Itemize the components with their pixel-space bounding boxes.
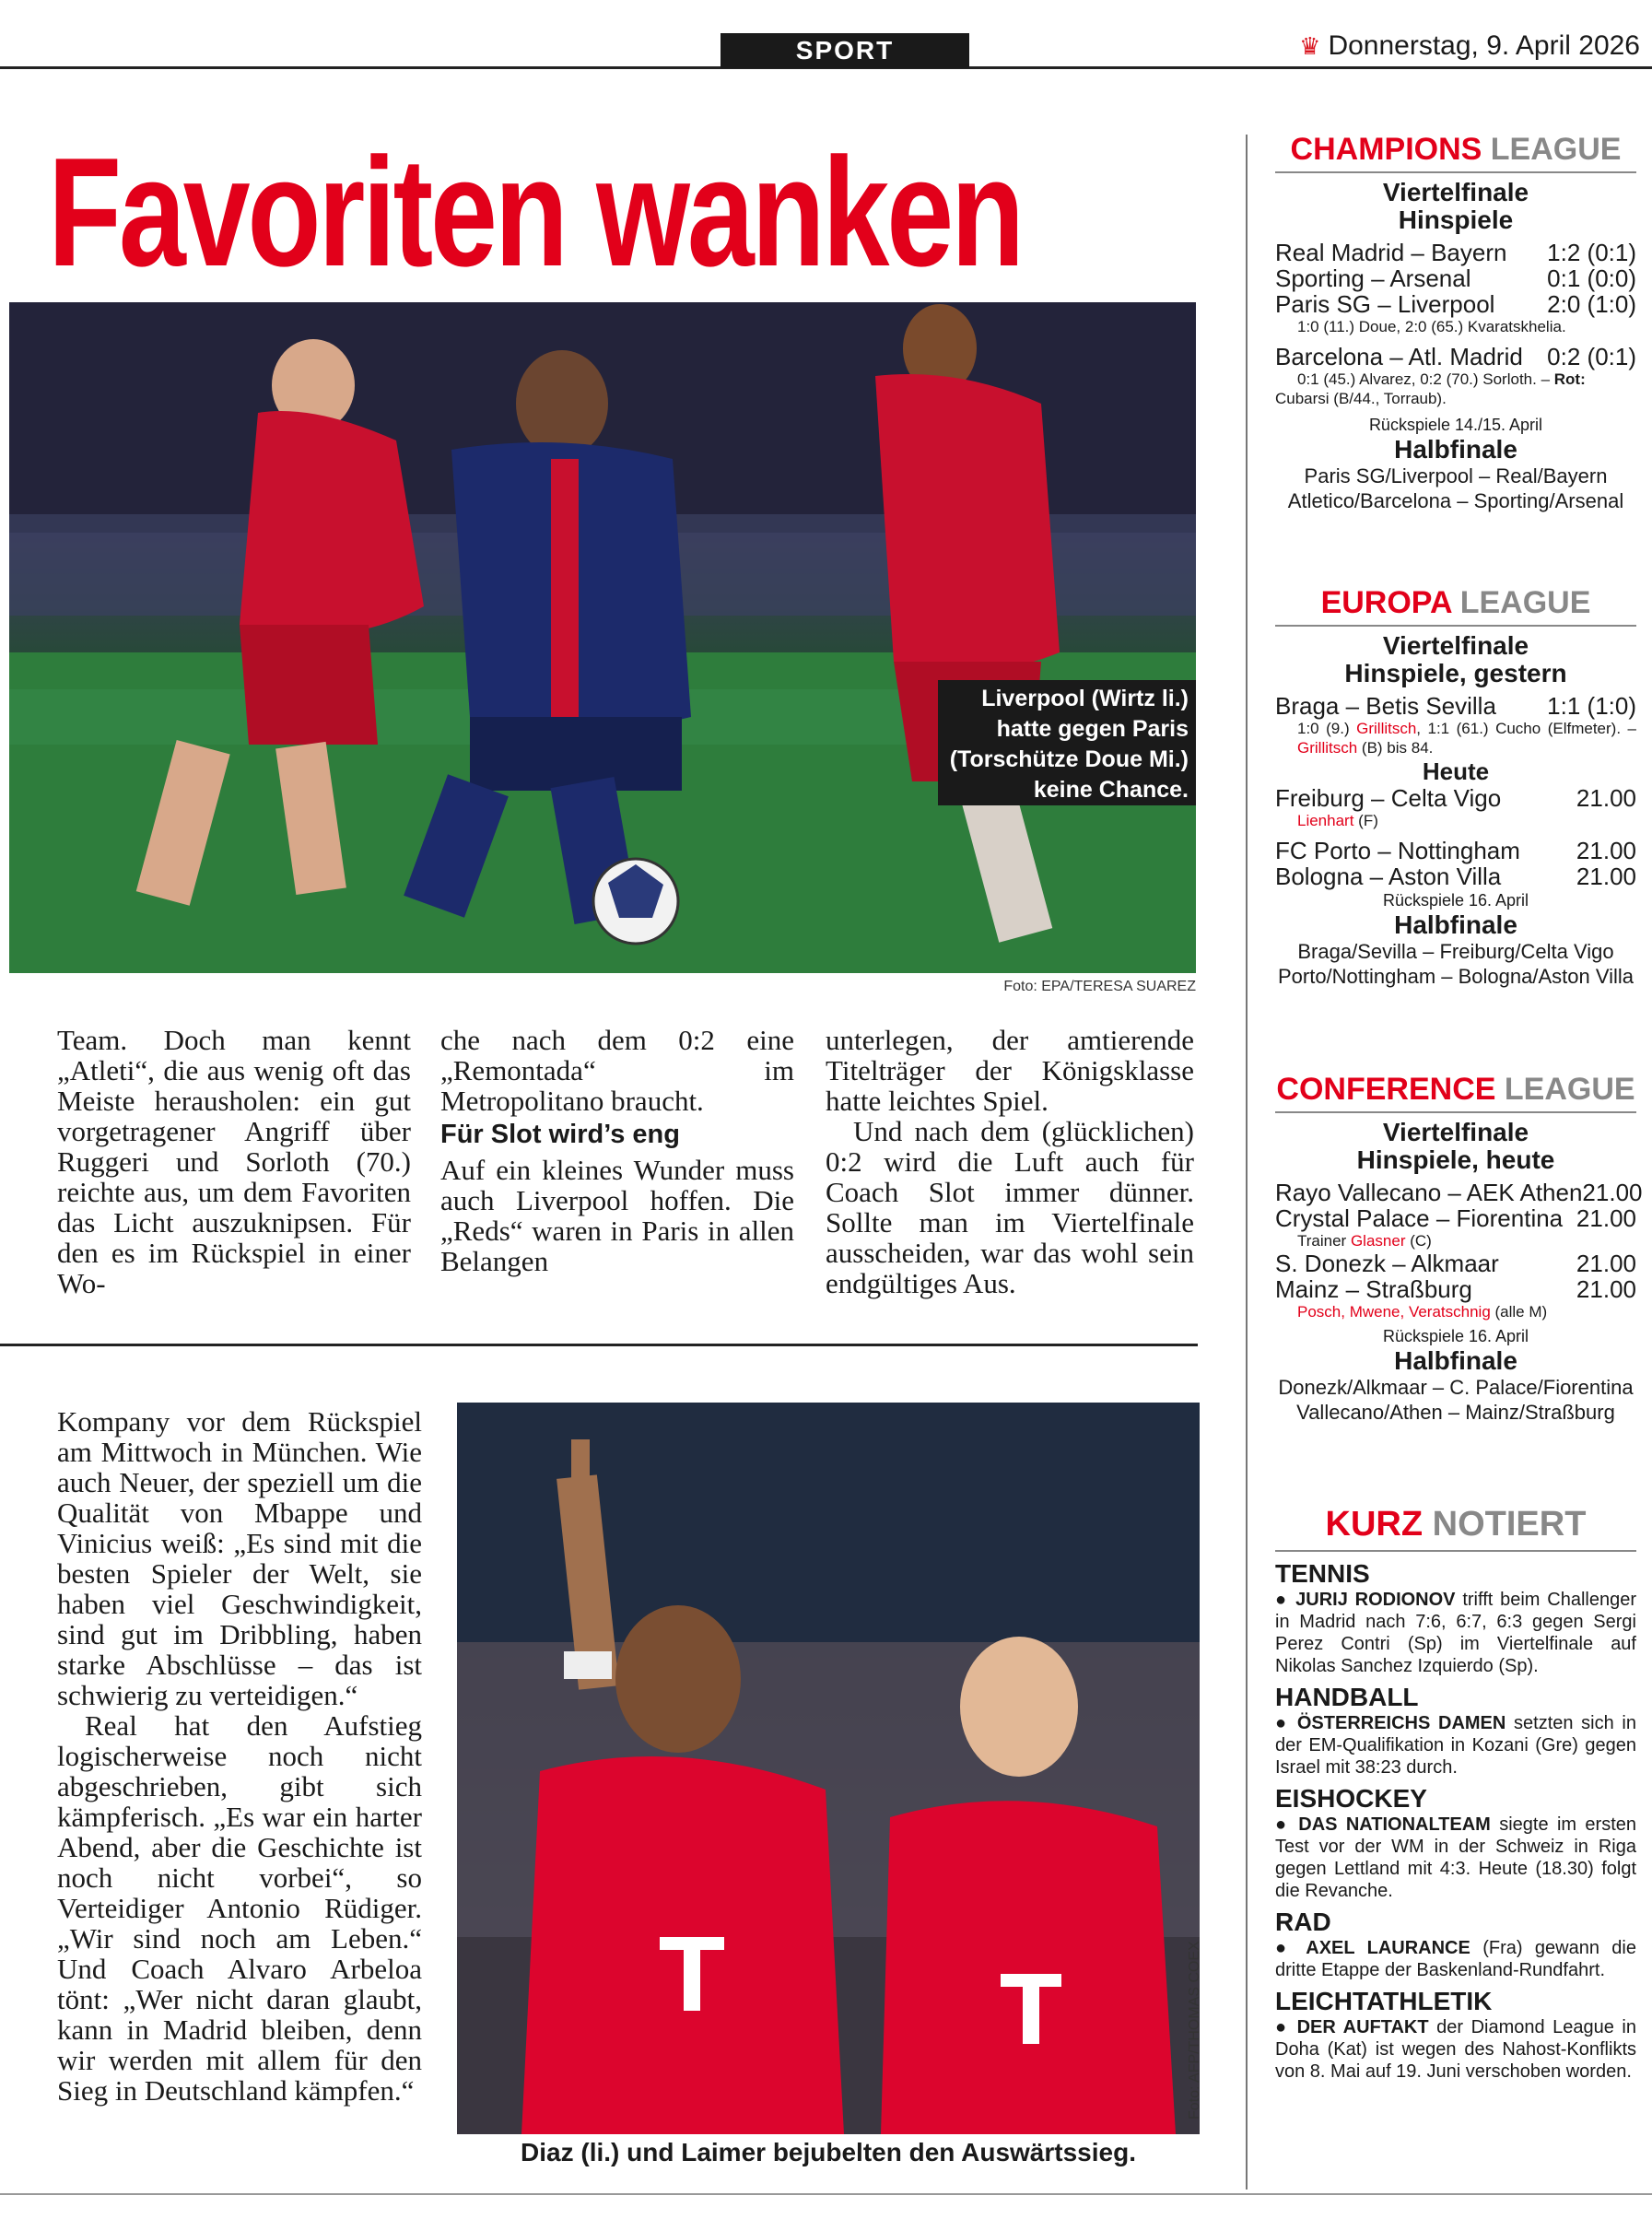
semi-pairing: Donezk/Alkmaar – C. Palace/Fiorentina [1278,1376,1634,1399]
return-dates: Rückspiele 16. April [1382,1327,1529,1345]
europa-league-box [1275,582,1636,989]
sidebar-divider [1246,135,1248,2190]
article-col-3 [826,1025,1194,1298]
bullet-icon: ● [1275,1590,1289,1610]
semi-heading: Halbfinale [1394,910,1517,939]
fixture-row: FC Porto – Nottingham 21.00 [1275,837,1636,864]
scorer-note: Cubarsi (B/44., Torraub). [1275,390,1447,407]
article-paragraph: Team. Doch man kennt „Atleti“, die aus wenig oft das Meiste herausholen: ein gut vorgetragener Angriff über Ruggeri und Sorloth (70.) reichte aus, um dem Favoriten das Licht auszuknipsen. Für den es im Rückspiel in einer Wo- [57,1024,411,1299]
result-row: Paris SG – Liverpool 2:0 (1:0) [1275,290,1636,318]
cl-leg: Hinspiele [1398,205,1514,234]
semi-pairing: Paris SG/Liverpool – Real/Bayern [1304,464,1608,487]
return-dates: Rückspiele 16. April [1382,891,1529,910]
sport-heading: HANDBALL [1275,1683,1419,1711]
cl-heading: CHAMPIONS LEAGUE [1275,129,1636,173]
el-leg: Hinspiele, gestern [1344,659,1567,687]
ecl-leg: Hinspiele, heute [1356,1145,1555,1174]
el-round: Viertelfinale [1382,631,1529,660]
article-paragraph: Und nach dem (glücklichen) 0:2 wird die Luft auch für Coach Slot immer dünner. Sollte man im Viertelfinale ausscheiden, war das wohl sein endgültiges Aus. [826,1115,1194,1299]
scorer-note: 1:0 (11.) Doue, 2:0 (65.) Kvaratskhelia. [1297,318,1566,335]
player-note: Posch, Mwene, Veratschnig (alle M) [1297,1303,1548,1321]
player-note: Lienhart (F) [1297,812,1378,829]
news-item: ● DER AUFTAKT der Diamond League in Doha (Kat) ist wegen des Nahost-Konflikts von 8. Mai auf 19. Juni verschoben worden. [1275,2017,1636,2082]
sport-heading: TENNIS [1275,1559,1370,1588]
article-paragraph: Real hat den Aufstieg logischerweise noch nicht abgeschrieben, gibt sich kämpferisch. „Es war ein harter Abend, aber die Geschichte ist noch nicht vorbei“, so Verteidiger Antonio Rüdiger. „Wir sind noch am Leben.“ Und Coach Alvaro Arbeloa tönt: „Wer nicht daran glaubt, kann in Madrid bleiben, denn wir werden mit allem für den Sieg in Deutschland kämpfen.“ [57,1709,422,2107]
bullet-icon: ● [1275,2017,1290,2037]
news-item: ● AXEL LAURANCE (Fra) gewann die dritte Etappe der Baskenland-Rundfahrt. [1275,1938,1636,1980]
sport-heading: RAD [1275,1908,1331,1936]
photo1-credit: Foto: EPA/TERESA SUAREZ [1003,979,1196,994]
article-divider [0,1344,1198,1346]
crown-icon: ♛ [1299,32,1321,60]
news-item: ● ÖSTERREICHS DAMEN setzten sich in der EM-Qualifikation in Kozani (Gre) gegen Israel mit 38:23 durch. [1275,1713,1636,1778]
news-item: ● DAS NATIONALTEAM siegte im ersten Test vor der WM in der Schweiz in Riga gegen Lettland mit 4:3. Heute (18.30) folgt die Revanche. [1275,1814,1636,1901]
article-paragraph: unterlegen, der amtierende Titelträger der Königsklasse hatte leichtes Spiel. [826,1024,1194,1117]
article-col-4 [57,1406,422,2106]
fixture-row: Crystal Palace – Fiorentina 21.00 [1275,1204,1636,1232]
bullet-icon: ● [1275,1938,1294,1958]
match-photo-bayern-celebration [457,1403,1200,2134]
fixture-row: Rayo Vallecano – AEK Athen 21.00 [1275,1179,1643,1206]
champions-league-box [1275,129,1636,513]
article-paragraph: Kompany vor dem Rückspiel am Mittwoch in München. Wie auch Neuer, der speziell um die Qualität von Mbappe und Vinicius weiß: „Es sind mit die besten Spieler der Welt, sie haben viel Geschwindigkeit, sind gut im Dribbling, haben starke Abschlüsse – das ist schwierig zu verteidigen.“ [57,1405,422,1711]
cl-round: Viertelfinale [1382,178,1529,206]
return-dates: Rückspiele 14./15. April [1368,416,1543,434]
scorer-note: 1:0 (9.) Grillitsch, 1:1 (61.) Cucho (Elfmeter). – Grillitsch (B) bis 84. [1297,720,1636,757]
today-heading: Heute [1422,757,1490,785]
fixture-row: S. Donezk – Alkmaar 21.00 [1275,1250,1636,1277]
semi-pairing: Atletico/Barcelona – Sporting/Arsenal [1287,489,1624,512]
article-col-1 [57,1025,411,1298]
ecl-round: Viertelfinale [1382,1118,1529,1146]
sport-heading: EISHOCKEY [1275,1784,1427,1813]
photo2-credit: Foto: AFP/THOMAS COEX [1187,1941,1202,2119]
kurz-notiert-box [1275,1502,1636,2083]
footer-rule [0,2193,1652,2195]
article-subhead: Für Slot wird’s eng [440,1120,680,1149]
issue-date [1271,28,1640,65]
bullet-icon: ● [1275,1713,1290,1733]
sport-heading: LEICHTATHLETIK [1275,1987,1493,2015]
result-row: Sporting – Arsenal 0:1 (0:0) [1275,264,1636,292]
fixture-row: Freiburg – Celta Vigo 21.00 [1275,784,1636,812]
article-col-2 [440,1025,794,1276]
photo1-caption: Liverpool (Wirtz li.) hatte gegen Paris (Torschütze Doue Mi.) keine Chance. [938,680,1196,805]
ecl-heading: CONFERENCE LEAGUE [1275,1069,1636,1113]
section-tag: SPORT [721,33,969,68]
semi-heading: Halbfinale [1394,1346,1517,1375]
kurz-heading: KURZ NOTIERT [1275,1502,1636,1552]
conference-league-box [1275,1069,1643,1425]
el-heading: EUROPA LEAGUE [1275,582,1636,627]
result-row: Braga – Betis Sevilla 1:1 (1:0) [1275,692,1636,720]
semi-pairing: Porto/Nottingham – Bologna/Aston Villa [1277,965,1634,988]
news-item: ● JURIJ RODIONOV trifft beim Challenger in Madrid nach 7:6, 6:7, 6:3 gegen Sergi Perez Contri (Sp) im Viertelfinale auf Nikolas Sanchez Izquierdo (Sp). [1275,1590,1636,1676]
fixture-row: Mainz – Straßburg 21.00 [1275,1275,1636,1303]
semi-pairing: Braga/Sevilla – Freiburg/Celta Vigo [1297,940,1614,963]
result-row: Real Madrid – Bayern 1:2 (0:1) [1275,239,1636,266]
result-row: Barcelona – Atl. Madrid 0:2 (0:1) [1275,343,1636,370]
date-text: Donnerstag, 9. April 2026 [1328,30,1640,61]
player-note: Trainer Glasner (C) [1297,1232,1432,1250]
headline: Favoriten wanken [48,125,1022,299]
bullet-icon: ● [1275,1814,1290,1835]
photo2-caption: Diaz (li.) und Laimer bejubelten den Auswärtssieg. [521,2138,1136,2166]
scorer-note: 0:1 (45.) Alvarez, 0:2 (70.) Sorloth. – Rot: [1297,370,1586,388]
article-paragraph: Auf ein kleines Wunder muss auch Liverpool hoffen. Die „Reds“ waren in Paris in allen Belangen [440,1154,794,1277]
fixture-row: Bologna – Aston Villa 21.00 [1275,863,1636,890]
semi-heading: Halbfinale [1394,435,1517,464]
semi-pairing: Vallecano/Athen – Mainz/Straßburg [1296,1401,1615,1424]
match-photo-paris-liverpool [9,302,1196,973]
article-paragraph: che nach dem 0:2 eine „Remontada“ im Metropolitano braucht. [440,1024,794,1117]
